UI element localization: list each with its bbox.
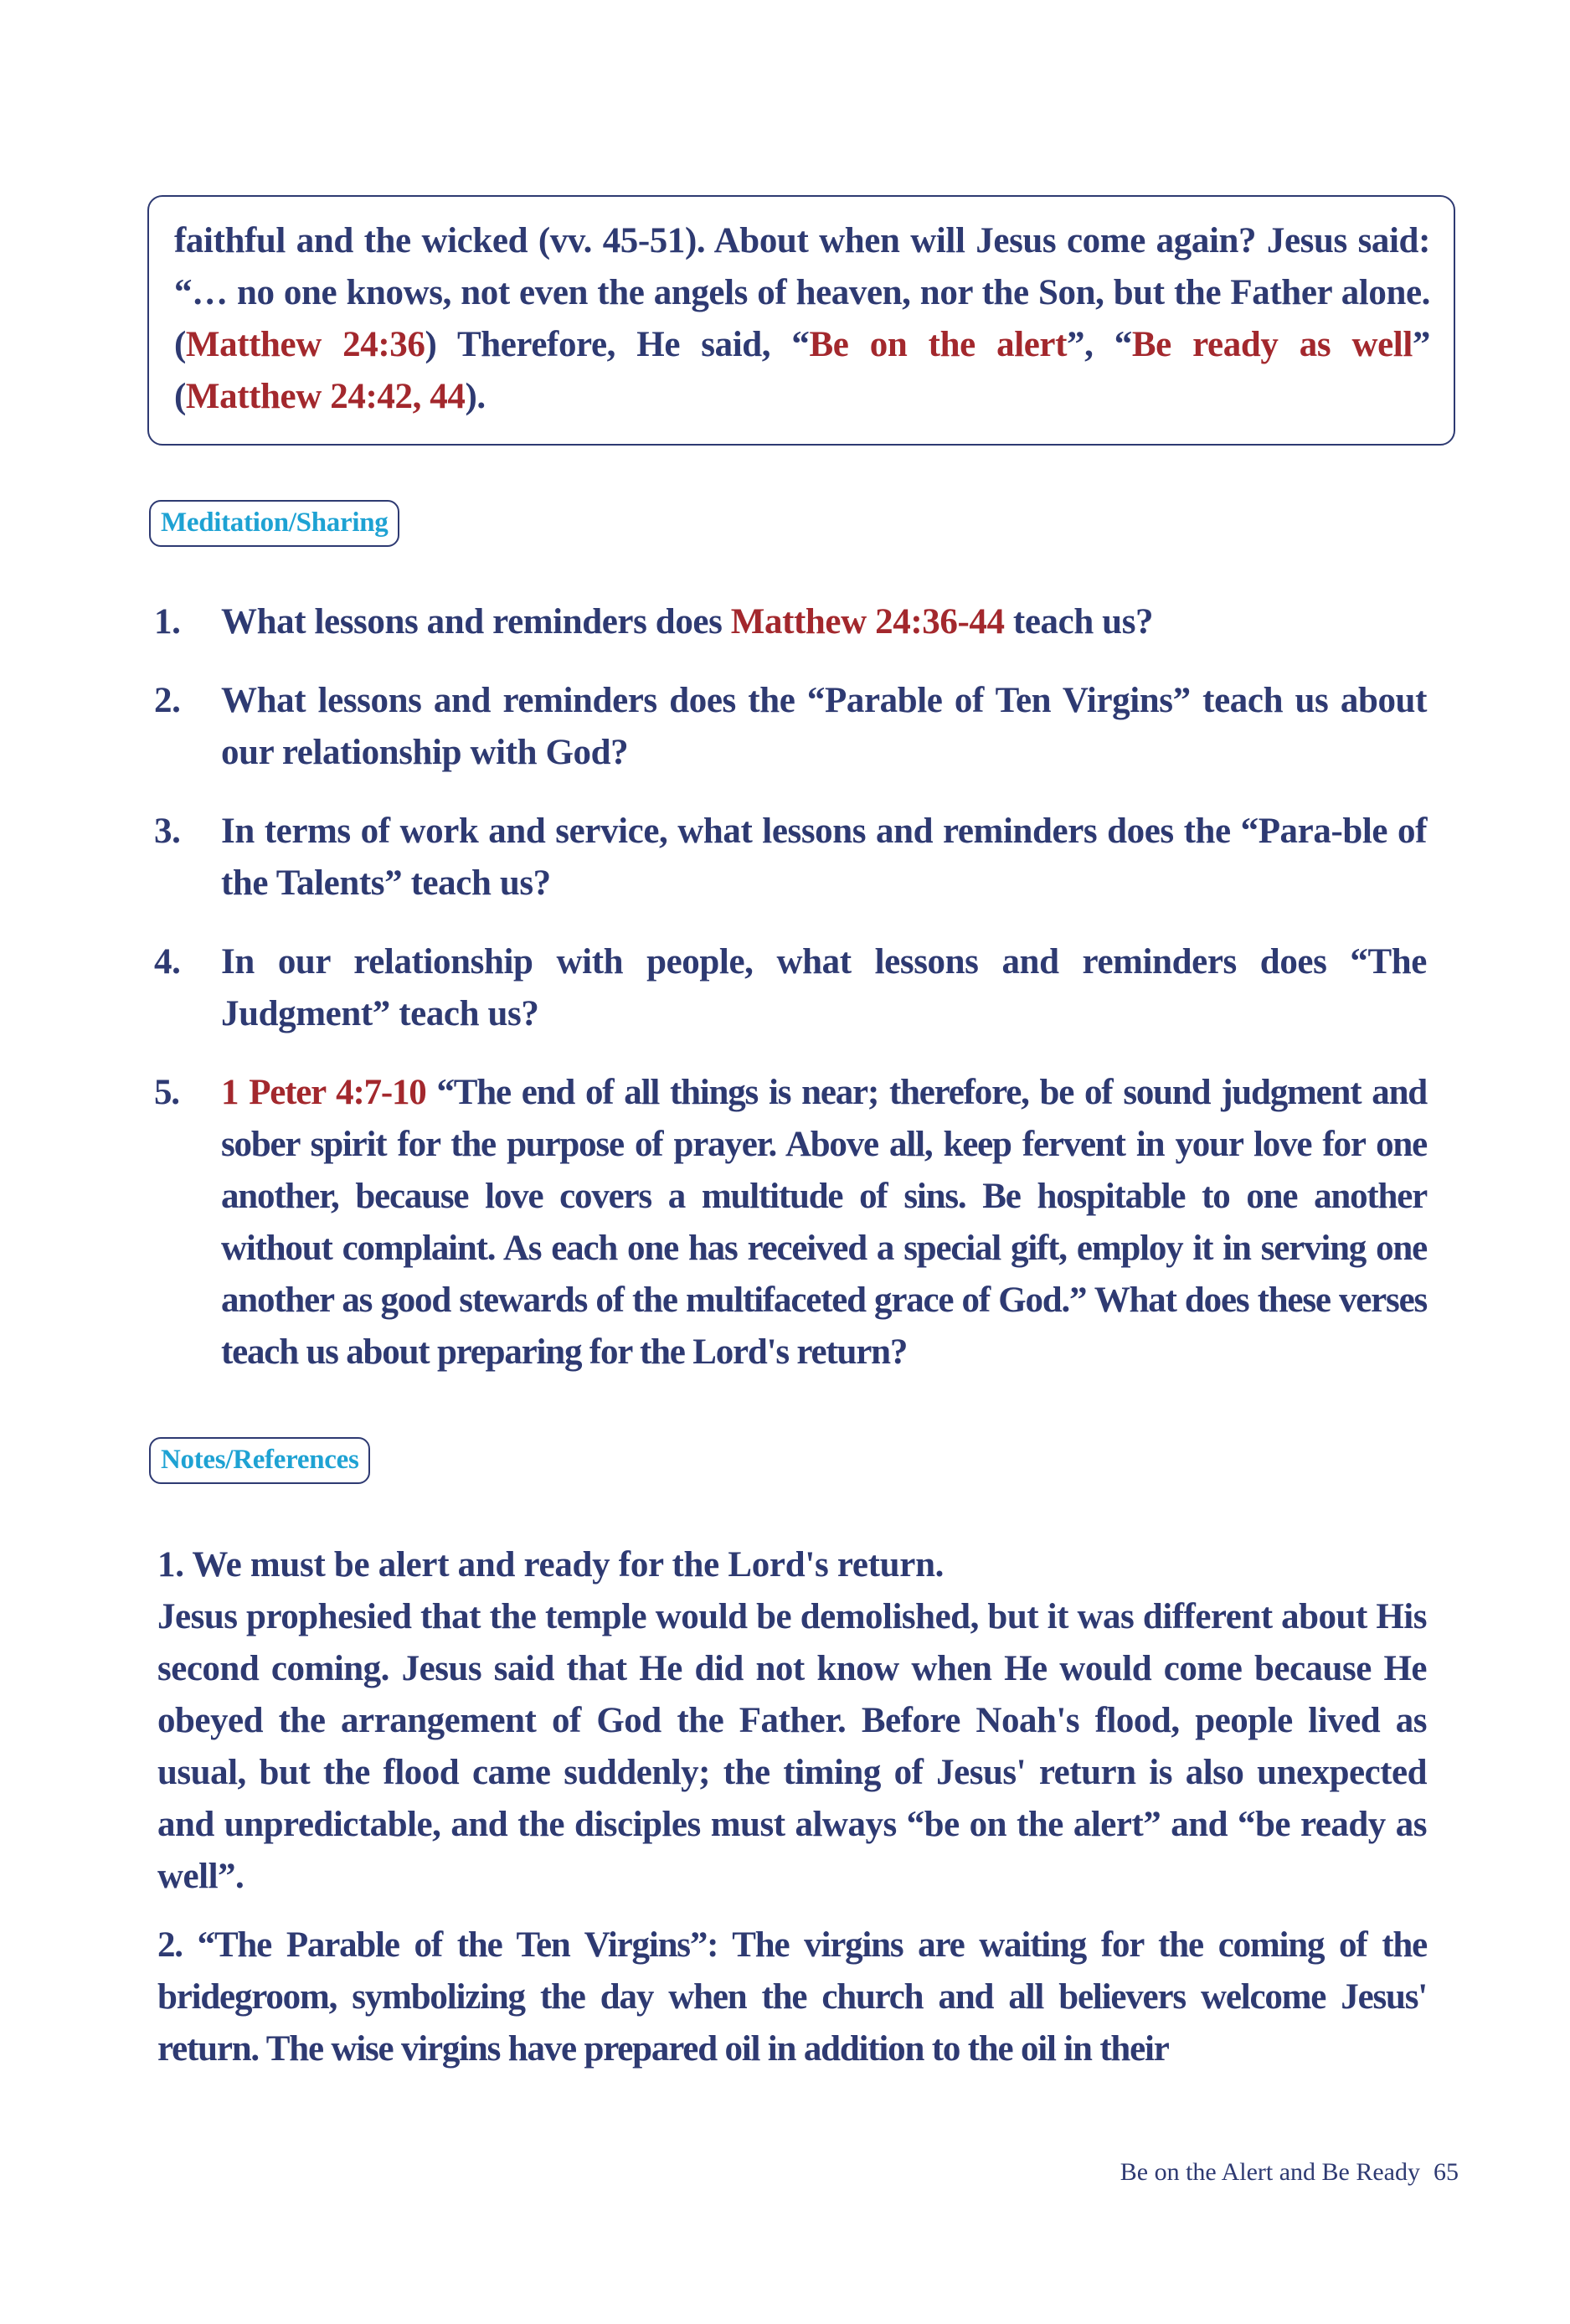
note-paragraph: 2. “The Parable of the Ten Virgins”: The virgins are waiting for the coming of the bridegroom, symbolizing the day when the church and all believers welcome Jesus' return. The wise virgins have prepared oil in addition to the oil in their	[157, 1925, 1427, 2069]
question-text: In terms of work and service, what lessons and reminders does the “Para-ble of the Talents” teach us?	[221, 812, 1427, 903]
meditation-question-list	[154, 596, 1427, 1405]
emphasis-quote: Be on the alert	[809, 325, 1068, 364]
scripture-ref: Matthew 24:36-44	[730, 602, 1005, 642]
question-item	[154, 596, 1427, 648]
question-number: 3.	[154, 812, 181, 851]
notes-section	[157, 1539, 1427, 2092]
note-paragraph: Jesus prophesied that the temple would be demolished, but it was different about His second coming. Jesus said that He did not know when He would come because He obeyed the arrangement of God the Father. Before Noah's flood, people lived as usual, but the flood came suddenly; the timing of Jesus' return is also unexpected and unpredictable, and the disciples must always “be on the alert” and “be ready as well”.	[157, 1597, 1427, 1896]
summary-segment: ”, “	[1067, 325, 1132, 364]
question-text: What lessons and reminders does	[221, 602, 731, 642]
scripture-ref: Matthew 24:36	[185, 325, 425, 364]
emphasis-quote: Be ready as well	[1131, 325, 1413, 364]
page-number: 65	[1434, 2158, 1459, 2186]
question-text: In our relationship with people, what lessons and reminders does “The Judgment” teach us?	[221, 942, 1427, 1033]
question-item	[154, 806, 1427, 910]
question-text: What lessons and reminders does the “Parable of Ten Virgins” teach us about our relationship with God?	[221, 681, 1427, 772]
question-number: 5.	[154, 1073, 179, 1112]
section-label-meditation: Meditation/Sharing	[149, 500, 399, 547]
running-title: Be on the Alert and Be Ready	[1120, 2158, 1420, 2186]
summary-segment: ) Therefore, He said, “	[425, 325, 810, 364]
question-item	[154, 936, 1427, 1040]
summary-segment: ” (	[174, 325, 1430, 416]
question-item	[154, 1067, 1427, 1378]
section-label-notes: Notes/References	[149, 1437, 370, 1484]
scripture-ref: Matthew 24:42, 44	[185, 377, 466, 416]
question-text: “The end of all things is near; therefore, be of sound judgment and sober spirit for the purpose of prayer. Above all, keep fervent in your love for one another, because love covers a multitude of sins. Be hospitable to one another without complaint. As each one has received a special gift, employ it in serving one another as good stewards of the multifaceted grace of God.” What does these verses teach us about preparing for the Lord's return?	[221, 1073, 1427, 1372]
question-number: 2.	[154, 681, 181, 720]
question-text: teach us?	[1004, 602, 1154, 642]
summary-box	[147, 195, 1455, 446]
note-heading: 1. We must be alert and ready for the Lord's return.	[157, 1545, 945, 1585]
summary-text	[174, 215, 1430, 423]
summary-segment: faithful and the wicked (vv. 45-51). About when will Jesus come again? Jesus said: “… no one knows, not even the angels of heaven, nor the Son, but the Father alone. (	[174, 221, 1430, 364]
question-number: 1.	[154, 602, 181, 642]
summary-segment: ).	[465, 377, 486, 416]
scripture-ref: 1 Peter 4:7-10	[221, 1073, 426, 1112]
question-item	[154, 675, 1427, 779]
page-footer	[1120, 2158, 1459, 2187]
question-number: 4.	[154, 942, 181, 982]
